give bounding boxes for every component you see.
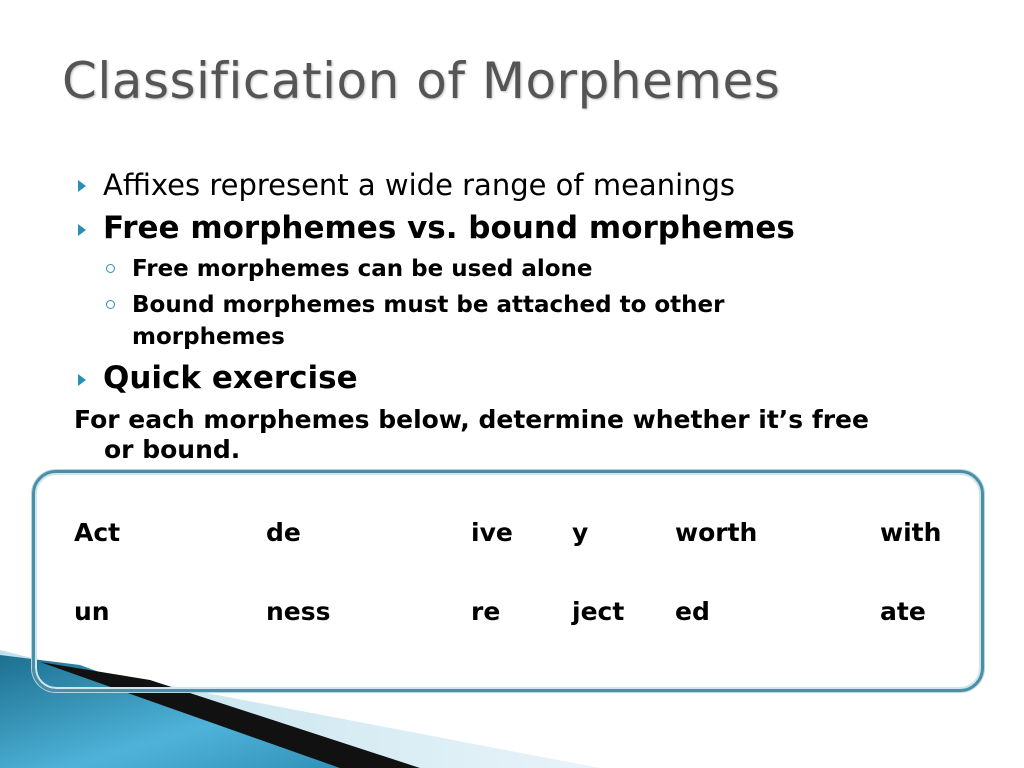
morpheme-cell: ive (471, 518, 513, 547)
morpheme-cell: Act (74, 518, 121, 547)
morpheme-table-box (32, 470, 984, 692)
sub-bullet-2-text: Bound morphemes must be attached to other (132, 292, 725, 318)
morpheme-cell: ed (675, 597, 710, 626)
morpheme-cell: with (880, 518, 942, 547)
morpheme-cell: worth (675, 518, 758, 547)
sub-bullet-2-text-cont: morphemes (132, 324, 285, 350)
bullet-1-text: Affixes represent a wide range of meanings (103, 168, 736, 202)
slide-title: Classification of Morphemes (62, 52, 781, 110)
morpheme-cell: y (572, 518, 589, 547)
morpheme-cell: ness (266, 597, 331, 626)
exercise-line-1: For each morphemes below, determine whether it’s free (74, 405, 869, 434)
sub-bullet-1-text: Free morphemes can be used alone (132, 256, 593, 282)
morpheme-cell: re (471, 597, 501, 626)
bullet-2-text: Free morphemes vs. bound morphemes (103, 210, 795, 246)
morpheme-cell: de (266, 518, 301, 547)
exercise-line-2: or bound. (104, 435, 241, 464)
morpheme-cell: ate (880, 597, 926, 626)
morpheme-cell: ject (572, 597, 625, 626)
bullet-3-text: Quick exercise (103, 360, 358, 396)
morpheme-cell: un (74, 597, 110, 626)
